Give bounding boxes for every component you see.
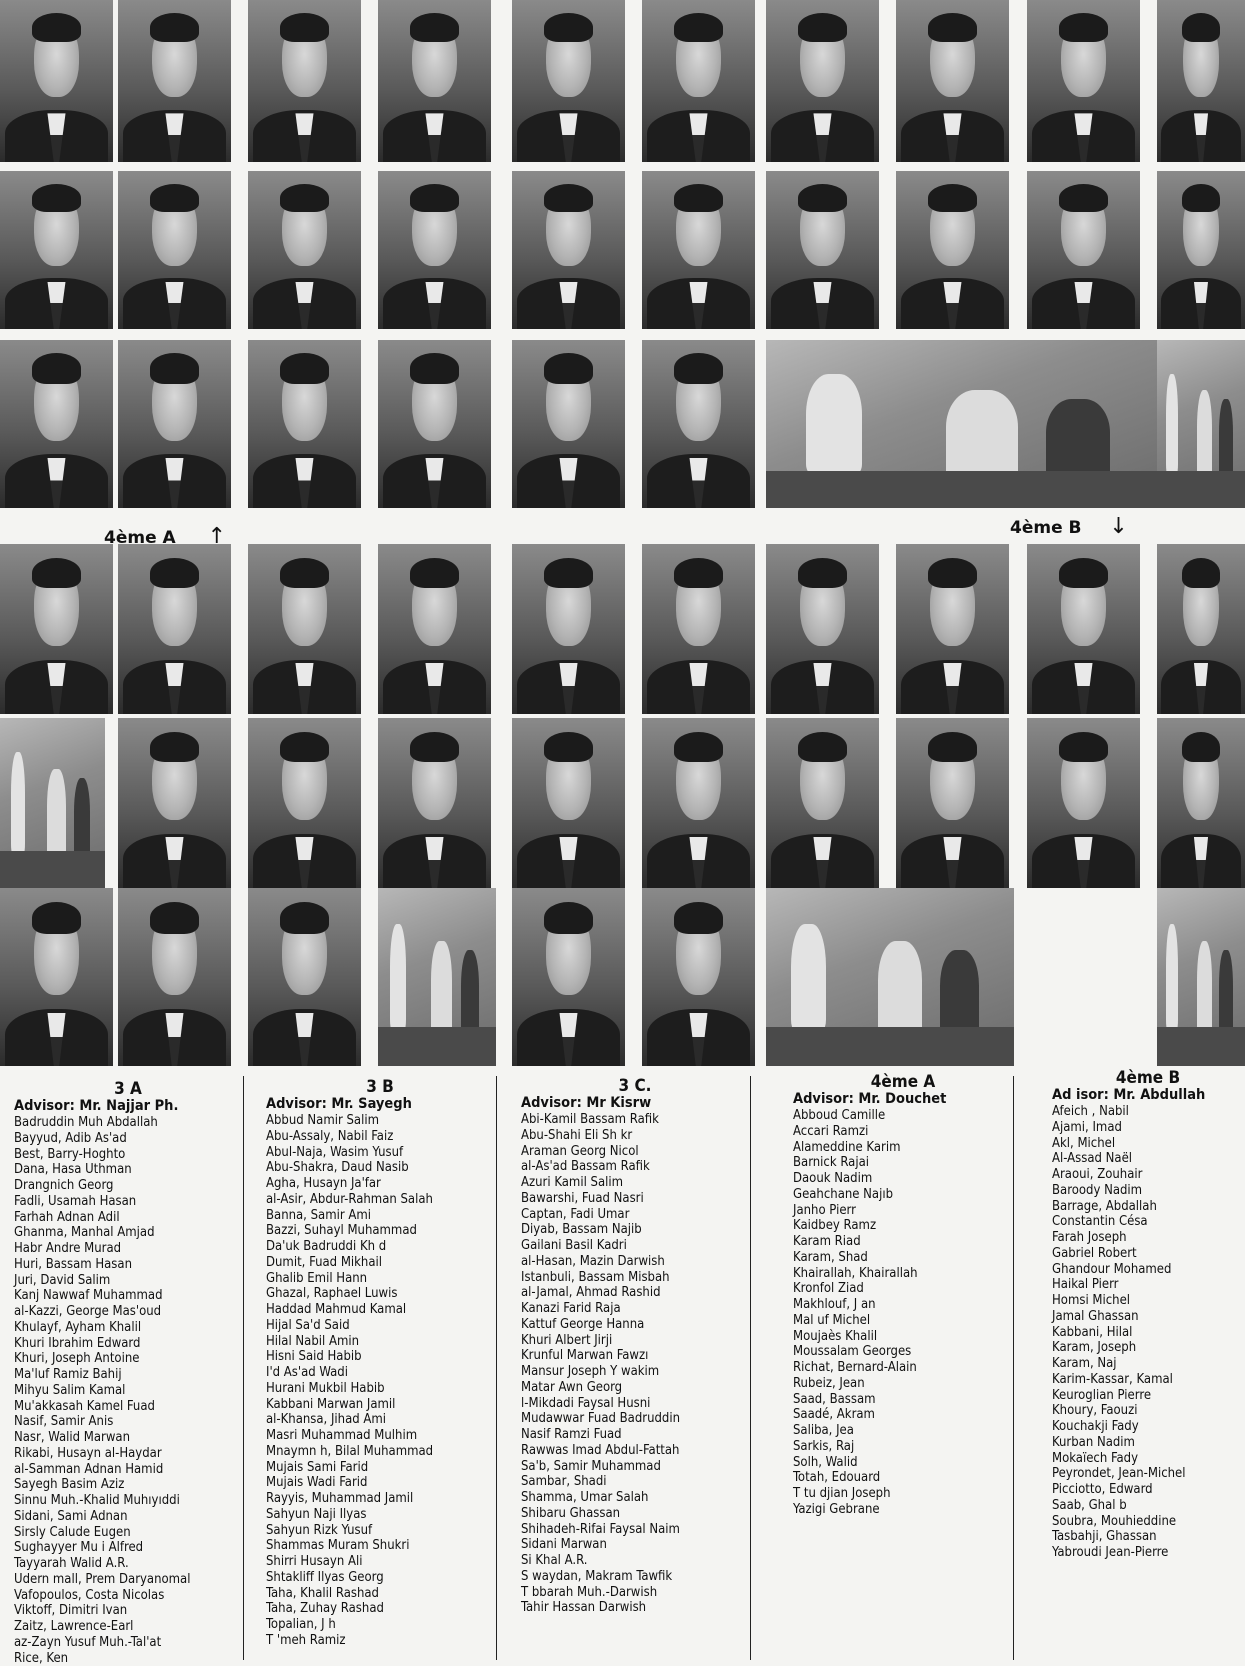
student-name: Abu-Shahi Eli Sh kr [521,1128,749,1144]
student-name: Tayyarah Walid A.R. [14,1556,242,1572]
student-name: Homsi Michel [1052,1293,1244,1309]
student-portrait [642,340,755,508]
student-name: Fadli, Usamah Hasan [14,1194,242,1210]
student-portrait [512,0,625,162]
student-name: Kanj Nawwaf Muhammad [14,1288,242,1304]
student-name: Khairallah, Khairallah [793,1266,1013,1282]
student-name: Jamal Ghassan [1052,1309,1244,1325]
student-name: Daouk Nadim [793,1171,1013,1187]
student-portrait [1027,0,1140,162]
class-title: 4ème A [793,1073,1013,1091]
section-label-4eme-b-text: 4ème B [1010,518,1081,538]
student-name: Juri, David Salim [14,1273,242,1289]
student-portrait [512,888,625,1066]
class-column-3c [521,1077,749,1616]
student-name: Shihadeh-Rifai Faysal Naim [521,1522,749,1538]
down-arrow-icon: ↓ [1109,514,1127,539]
student-name: Mokaïech Fady [1052,1451,1244,1467]
class-advisor: Advisor: Mr. Sayegh [266,1096,494,1113]
student-name: Nasr, Walid Marwan [14,1430,242,1446]
student-name: Abul-Naja, Wasim Yusuf [266,1145,494,1161]
student-name: al-Kazzi, George Mas'oud [14,1304,242,1320]
student-name: Kabbani, Hilal [1052,1325,1244,1341]
student-name: Shamma, Umar Salah [521,1490,749,1506]
student-name: Al-Assad Naël [1052,1151,1244,1167]
student-name: Karam Riad [793,1234,1013,1250]
student-name: Kaidbey Ramz [793,1218,1013,1234]
student-portrait [1027,544,1140,714]
student-name: Kabbani Marwan Jamil [266,1397,494,1413]
student-name: Ghandour Mohamed [1052,1262,1244,1278]
column-divider [496,1076,497,1660]
student-name: Ghalib Emil Hann [266,1271,494,1287]
student-name: Mal uf Michel [793,1313,1013,1329]
student-name: Akl, Michel [1052,1136,1244,1152]
student-portrait [248,340,361,508]
student-name: Rubeiz, Jean [793,1376,1013,1392]
student-name: Haikal Pierr [1052,1277,1244,1293]
student-name: Rikabi, Husayn al-Haydar [14,1446,242,1462]
candid-photo [0,718,105,888]
student-portrait [378,340,491,508]
student-portrait [118,171,231,329]
student-portrait [896,718,1009,888]
student-name: Moussalam Georges [793,1344,1013,1360]
student-name: Moujaès Khalil [793,1329,1013,1345]
student-name: Mnaymn h, Bilal Muhammad [266,1444,494,1460]
student-name: Shirri Husayn Ali [266,1554,494,1570]
student-name: Taha, Khalil Rashad [266,1586,494,1602]
student-name: Solh, Walid [793,1455,1013,1471]
student-portrait [0,0,113,162]
student-name: Agha, Husayn Ja'far [266,1176,494,1192]
student-name: Nasif, Samir Anis [14,1414,242,1430]
class-title: 3 B [266,1078,494,1096]
student-name: al-Jamal, Ahmad Rashid [521,1285,749,1301]
student-name: Saad, Bassam [793,1392,1013,1408]
student-name: Tasbahji, Ghassan [1052,1529,1244,1545]
student-name: Araman Georg Nicol [521,1144,749,1160]
student-name: Khulayf, Ayham Khalil [14,1320,242,1336]
student-name: Huri, Bassam Hasan [14,1257,242,1273]
student-portrait [1157,0,1245,162]
student-name: Hurani Mukbil Habib [266,1381,494,1397]
student-portrait [642,171,755,329]
student-name: Sirsly Calude Eugen [14,1525,242,1541]
student-name: Gabriel Robert [1052,1246,1244,1262]
student-portrait [896,544,1009,714]
candid-photo [1157,888,1245,1066]
student-name: Karam, Shad [793,1250,1013,1266]
student-name: S waydan, Makram Tawfik [521,1569,749,1585]
student-name: Bazzi, Suhayl Muhammad [266,1223,494,1239]
student-name: I'd As'ad Wadi [266,1365,494,1381]
student-name: Sambar, Shadi [521,1474,749,1490]
student-name: Istanbuli, Bassam Misbah [521,1270,749,1286]
student-name: Azuri Kamil Salim [521,1175,749,1191]
student-name: Vafopoulos, Costa Nicolas [14,1588,242,1604]
student-name: l-Mikdadi Faysal Husni [521,1396,749,1412]
student-portrait [896,0,1009,162]
student-portrait [766,0,879,162]
student-name: Diyab, Bassam Najib [521,1222,749,1238]
student-name: Khuri, Joseph Antoine [14,1351,242,1367]
student-name: Afeich , Nabil [1052,1104,1244,1120]
student-name: Sahyun Naji Ilyas [266,1507,494,1523]
student-portrait [0,171,113,329]
student-name: Da'uk Badruddi Kh d [266,1239,494,1255]
class-column-3a [14,1080,242,1666]
student-name: Abbud Namir Salim [266,1113,494,1129]
class-title: 3 C. [521,1077,749,1095]
student-portrait [642,718,755,888]
student-name: Kronfol Ziad [793,1281,1013,1297]
class-column-4eme-b [1052,1069,1244,1561]
student-name: Udern mall, Prem Daryanomal [14,1572,242,1588]
student-name: Krunful Marwan Fawzı [521,1348,749,1364]
student-portrait [1157,171,1245,329]
candid-photo [378,888,496,1066]
student-portrait [512,171,625,329]
student-name: Soubra, Mouhieddine [1052,1514,1244,1530]
student-portrait [248,171,361,329]
student-name: T bbarah Muh.-Darwish [521,1585,749,1601]
student-name: Farah Joseph [1052,1230,1244,1246]
class-advisor: Ad isor: Mr. Abdullah [1052,1087,1244,1104]
student-name: Banna, Samir Ami [266,1208,494,1224]
student-portrait [378,171,491,329]
student-name: Habr Andre Murad [14,1241,242,1257]
student-name: Bayyud, Adib As'ad [14,1131,242,1147]
student-name: Ghanma, Manhal Amjad [14,1225,242,1241]
student-name: Dumit, Fuad Mikhail [266,1255,494,1271]
student-portrait [1157,544,1245,714]
student-name: Accari Ramzi [793,1124,1013,1140]
student-name: Rayyis, Muhammad Jamil [266,1491,494,1507]
column-divider [750,1076,751,1660]
student-name: Keuroglian Pierre [1052,1388,1244,1404]
student-name: Baroody Nadim [1052,1183,1244,1199]
student-portrait [512,718,625,888]
student-portrait [642,544,755,714]
student-portrait [766,171,879,329]
section-label-4eme-a-text: 4ème A [104,528,176,548]
student-name: Farhah Adnan Adil [14,1210,242,1226]
student-name: Yazigi Gebrane [793,1502,1013,1518]
student-name: Hijal Sa'd Said [266,1318,494,1334]
section-label-4eme-a [104,524,226,549]
student-name: al-As'ad Bassam Rafik [521,1159,749,1175]
student-name: Karam, Naj [1052,1356,1244,1372]
student-name: Mudawwar Fuad Badruddin [521,1411,749,1427]
student-portrait [118,0,231,162]
student-portrait [248,888,361,1066]
student-name: Khoury, Faouzi [1052,1403,1244,1419]
student-name: Abu-Assaly, Nabil Faiz [266,1129,494,1145]
student-portrait [378,718,491,888]
student-name: Barnick Rajai [793,1155,1013,1171]
student-name: Masri Muhammad Mulhim [266,1428,494,1444]
student-name: Shammas Muram Shukri [266,1538,494,1554]
student-name: al-Samman Adnan Hamid [14,1462,242,1478]
student-portrait [118,718,231,888]
student-name: Badruddin Muh Abdallah [14,1115,242,1131]
class-title: 3 A [14,1080,242,1098]
student-name: Sinnu Muh.-Khalid Muhıyıddi [14,1493,242,1509]
student-name: Yabroudi Jean-Pierre [1052,1545,1244,1561]
student-name: Janho Pierr [793,1203,1013,1219]
student-portrait [642,0,755,162]
student-name: Mujais Sami Farid [266,1460,494,1476]
student-portrait [0,888,113,1066]
student-name: Mihyu Salim Kamal [14,1383,242,1399]
column-divider [1013,1076,1014,1660]
student-name: T tu djian Joseph [793,1486,1013,1502]
class-advisor: Advisor: Mr. Douchet [793,1091,1013,1108]
student-name: Saadé, Akram [793,1407,1013,1423]
student-portrait [512,340,625,508]
student-name: T 'meh Ramiz [266,1633,494,1649]
student-name: Gailani Basil Kadri [521,1238,749,1254]
student-name: Sahyun Rizk Yusuf [266,1523,494,1539]
student-name: Peyrondet, Jean-Michel [1052,1466,1244,1482]
student-name: al-Hasan, Mazin Darwish [521,1254,749,1270]
student-name: Sa'b, Samir Muhammad [521,1459,749,1475]
student-name: Tahir Hassan Darwish [521,1600,749,1616]
student-name: Shibaru Ghassan [521,1506,749,1522]
student-name: Drangnich Georg [14,1178,242,1194]
student-name: Mansur Joseph Y wakim [521,1364,749,1380]
student-name: Sughayyer Mu i Alfred [14,1540,242,1556]
student-list [793,1108,1013,1518]
student-name: Hisni Said Habib [266,1349,494,1365]
student-name: Topalian, J h [266,1617,494,1633]
student-name: Kurban Nadim [1052,1435,1244,1451]
student-name: Makhlouf, J an [793,1297,1013,1313]
student-name: Ajami, Imad [1052,1120,1244,1136]
candid-photo [766,888,1014,1066]
student-portrait [766,718,879,888]
student-portrait [0,340,113,508]
student-name: Alameddine Karim [793,1140,1013,1156]
student-name: Captan, Fadi Umar [521,1207,749,1223]
student-name: Nasif Ramzi Fuad [521,1427,749,1443]
student-portrait [118,340,231,508]
student-portrait [1157,718,1245,888]
student-name: Sidani, Sami Adnan [14,1509,242,1525]
student-name: al-Khansa, Jihad Ami [266,1412,494,1428]
student-portrait [118,544,231,714]
student-portrait [0,544,113,714]
student-name: Best, Barry-Hoghto [14,1147,242,1163]
student-portrait [248,544,361,714]
student-name: Matar Awn Georg [521,1380,749,1396]
student-portrait [248,718,361,888]
student-name: Khuri Ibrahim Edward [14,1336,242,1352]
student-list [521,1112,749,1616]
student-portrait [512,544,625,714]
class-title: 4ème B [1052,1069,1244,1087]
student-name: Picciotto, Edward [1052,1482,1244,1498]
student-name: Araoui, Zouhair [1052,1167,1244,1183]
student-name: Ghazal, Raphael Luwis [266,1286,494,1302]
student-name: Zaitz, Lawrence-Earl [14,1619,242,1635]
student-name: Saliba, Jea [793,1423,1013,1439]
student-name: Geahchane Najıb [793,1187,1013,1203]
student-portrait [378,544,491,714]
student-list [266,1113,494,1649]
student-name: Kouchakji Fady [1052,1419,1244,1435]
student-portrait [118,888,231,1066]
student-list [1052,1104,1244,1561]
student-name: Saab, Ghal b [1052,1498,1244,1514]
student-name: Abboud Camille [793,1108,1013,1124]
student-portrait [1027,171,1140,329]
student-portrait [378,0,491,162]
student-name: az-Zayn Yusuf Muh.-Tal'at [14,1635,242,1651]
class-column-3b [266,1078,494,1649]
student-name: Richat, Bernard-Alain [793,1360,1013,1376]
student-name: Sayegh Basim Aziz [14,1477,242,1493]
student-name: al-Asir, Abdur-Rahman Salah [266,1192,494,1208]
student-name: Rawwas Imad Abdul-Fattah [521,1443,749,1459]
section-label-4eme-b [1010,514,1128,539]
candid-photo [1157,340,1245,508]
student-name: Haddad Mahmud Kamal [266,1302,494,1318]
student-name: Kanazi Farid Raja [521,1301,749,1317]
student-name: Viktoff, Dimitri Ivan [14,1603,242,1619]
student-name: Hilal Nabil Amin [266,1334,494,1350]
student-name: Rice, Ken [14,1651,242,1666]
student-name: Bawarshi, Fuad Nasri [521,1191,749,1207]
student-name: Abu-Shakra, Daud Nasib [266,1160,494,1176]
student-name: Mu'akkasah Kamel Fuad [14,1399,242,1415]
student-name: Shtakliff Ilyas Georg [266,1570,494,1586]
student-name: Barrage, Abdallah [1052,1199,1244,1215]
student-name: Ma'luf Ramiz Bahij [14,1367,242,1383]
column-divider [243,1076,244,1660]
up-arrow-icon: ↑ [208,524,226,549]
student-name: Abi-Kamil Bassam Rafik [521,1112,749,1128]
class-advisor: Advisor: Mr Kisrw [521,1095,749,1112]
student-portrait [1027,718,1140,888]
student-portrait [248,0,361,162]
student-name: Karam, Joseph [1052,1340,1244,1356]
candid-photo [766,340,1166,508]
student-name: Sidani Marwan [521,1537,749,1553]
student-name: Si Khal A.R. [521,1553,749,1569]
student-name: Totah, Edouard [793,1470,1013,1486]
student-name: Karim-Kassar, Kamal [1052,1372,1244,1388]
student-name: Kattuf George Hanna [521,1317,749,1333]
student-portrait [642,888,755,1066]
student-name: Sarkis, Raj [793,1439,1013,1455]
student-list [14,1115,242,1666]
student-name: Dana, Hasa Uthman [14,1162,242,1178]
student-name: Khuri Albert Jirji [521,1333,749,1349]
student-name: Mujais Wadi Farid [266,1475,494,1491]
class-column-4eme-a [793,1073,1013,1518]
student-portrait [766,544,879,714]
student-name: Constantin Césa [1052,1214,1244,1230]
student-name: Taha, Zuhay Rashad [266,1601,494,1617]
student-portrait [896,171,1009,329]
class-advisor: Advisor: Mr. Najjar Ph. [14,1098,242,1115]
